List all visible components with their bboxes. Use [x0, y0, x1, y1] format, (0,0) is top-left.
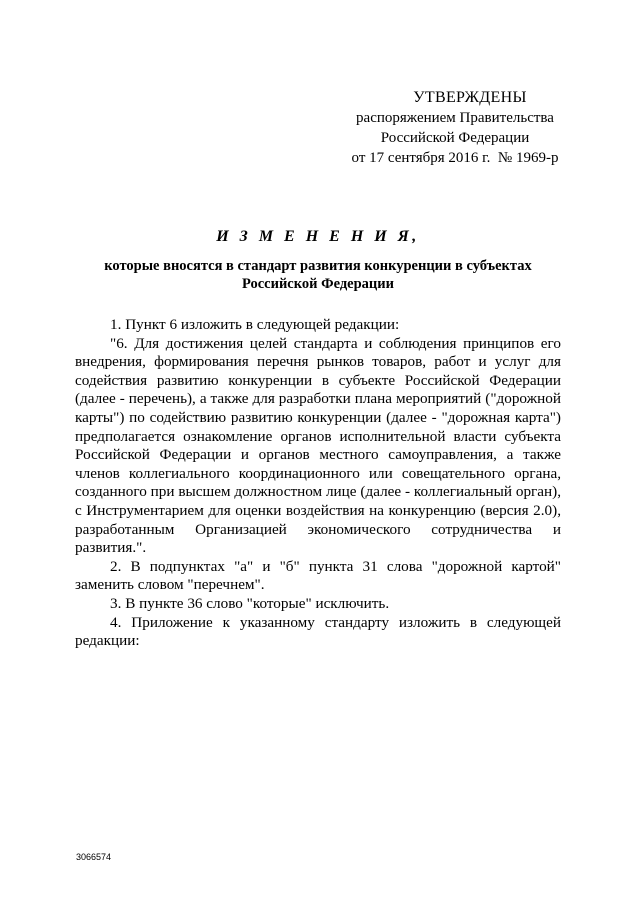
heading-subtitle: которые вносятся в стандарт развития конкуренции в субъектах Российской Федерации — [104, 258, 532, 292]
document-body — [75, 316, 561, 651]
approval-line-date: от 17 сентября 2016 г. № 1969-р — [351, 150, 559, 166]
paragraph-1: 1. Пункт 6 изложить в следующей редакции: — [110, 316, 400, 333]
approval-title: УТВЕРЖДЕНЫ — [413, 89, 527, 106]
heading-title: И З М Е Н Е Н И Я, — [216, 228, 420, 245]
paragraph-5: 4. Приложение к указанному стандарту изложить в следующей редакции: — [75, 613, 561, 650]
paragraph-4: 3. В пункте 36 слово "которые" исключить. — [110, 594, 390, 612]
paragraph-3: 2. В подпунктах "а" и "б" пункта 31 слова "дорожной картой" заменить словом "перечнем". — [75, 557, 561, 594]
approval-line-decree: распоряжением Правительства — [356, 110, 554, 126]
document-heading — [75, 226, 561, 293]
paragraph-2: "6. Для достижения целей стандарта и соблюдения принципов его внедрения, формирования перечня рынков товаров, работ и услуг для содействия развитию конкуренции в субъекте Российской Федерации (далее - перечень), а также для разработки плана мероприятий ("дорожной карты") по содействию развитию конкуренции (далее - "дорожная карта") предполагается ознакомление органов исполнительной власти субъекта Российской Федерации и органов местного самоуправления, а также членов коллегиального координационного или совещательного органа, созданного при высшем должностном лице (далее - коллегиальный орган), с Инструментарием для оценки воздействия на конкуренцию (версия 2.0), разработанным Организацией экономического сотрудничества и развития.". — [75, 334, 561, 557]
approval-line-government: Российской Федерации — [380, 130, 530, 146]
document-code: 3066574 — [76, 852, 112, 862]
approval-block — [330, 88, 580, 168]
